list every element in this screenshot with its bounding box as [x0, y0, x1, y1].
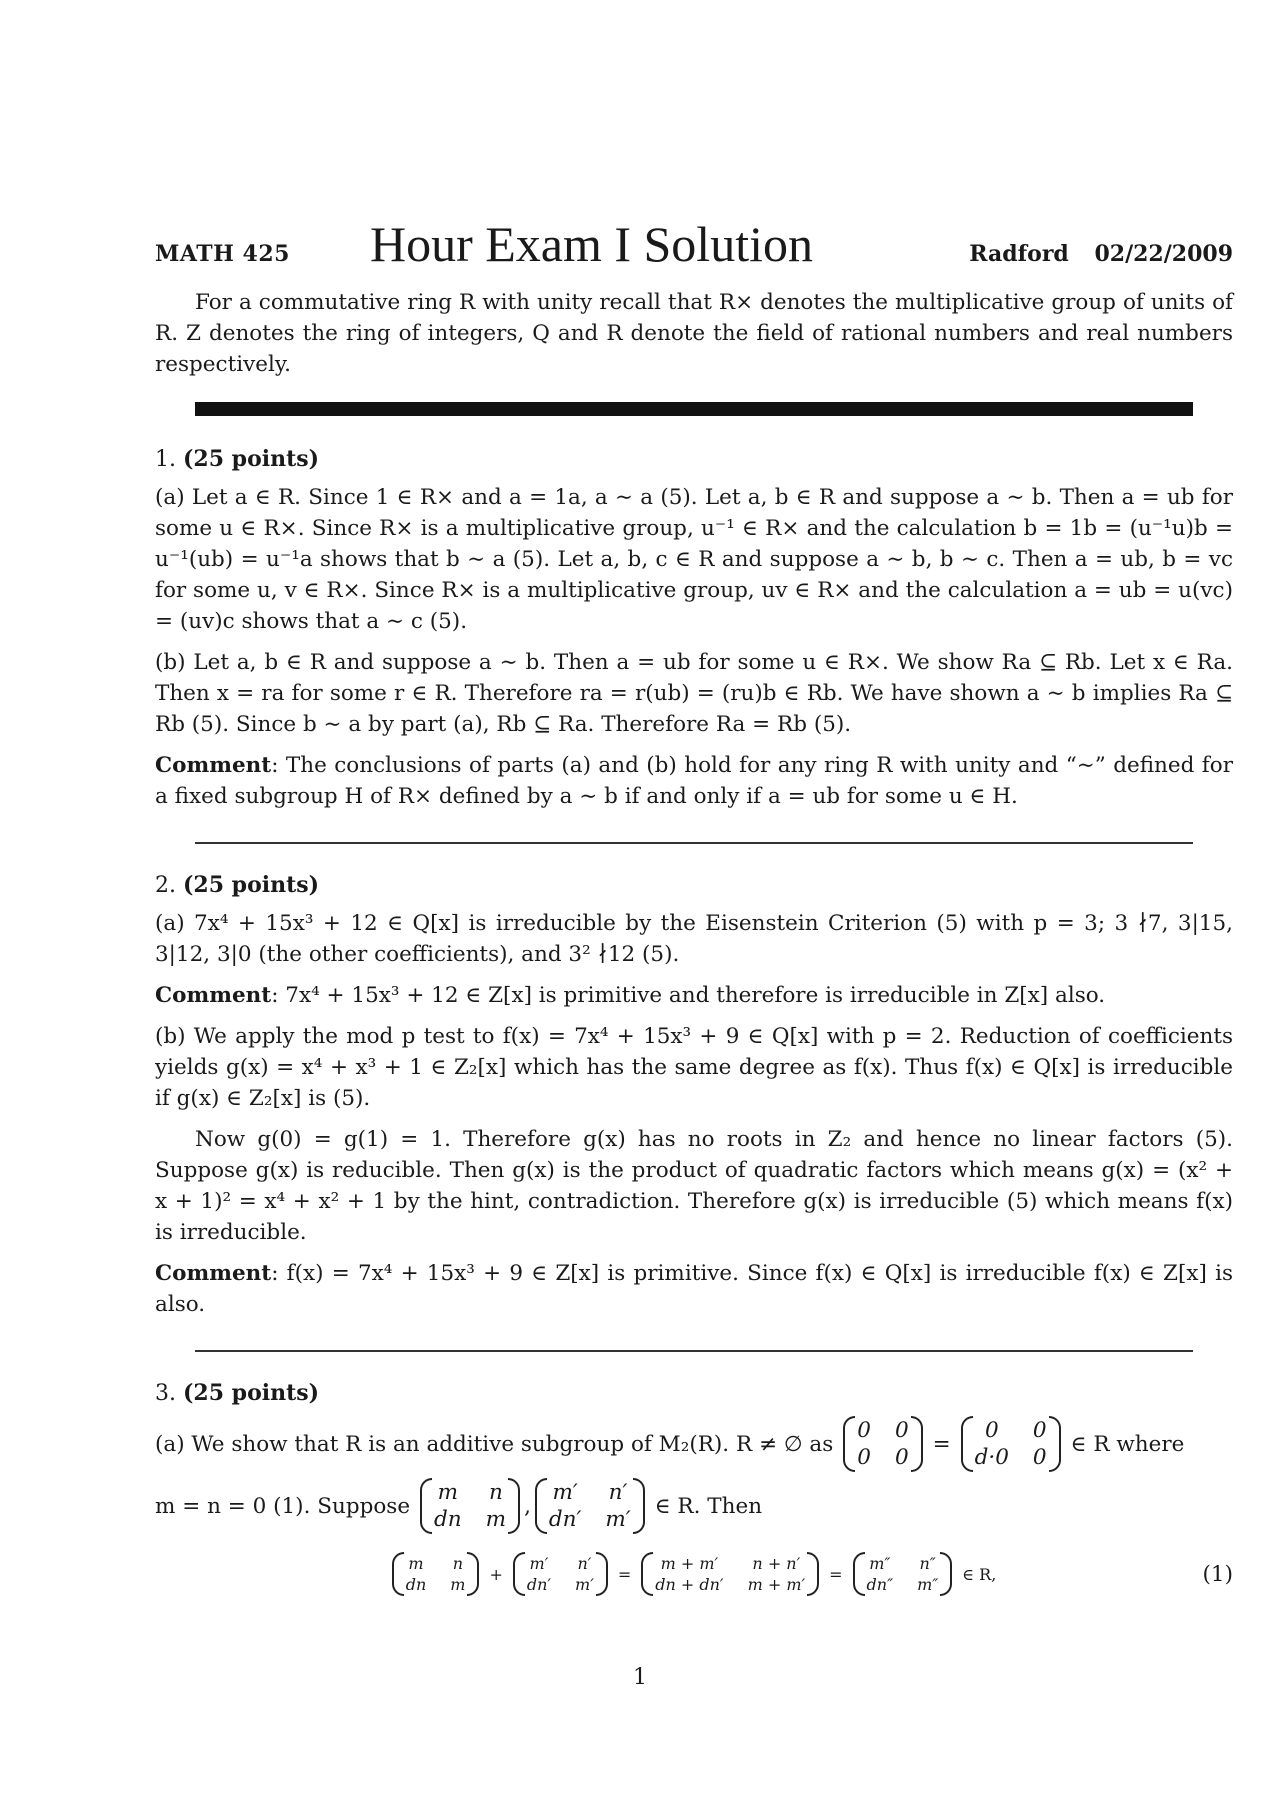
exam-page: [155, 215, 1233, 1606]
matrix-zero-d: 0 0 d·0 0: [961, 1416, 1061, 1472]
author-date: [951, 241, 1233, 267]
equation-number: (1): [1202, 1561, 1233, 1587]
question-2-heading: 2. (25 points): [155, 872, 320, 898]
q1-comment: Comment: The conclusions of parts (a) and (b) hold for any ring R with unity and “∼” defined for a fixed subgroup H of R× defined by a ∼ b if and only if a = ub for some u ∈ H.: [155, 753, 1233, 809]
question-1-heading: 1. (25 points): [155, 446, 320, 472]
q2-part-b-continued: Now g(0) = g(1) = 1. Therefore g(x) has no roots in Z₂ and hence no linear factors (5). Suppose g(x) is reducible. Then g(x) is the product of quadratic factors which means g(x) = (x² + x + 1)² = x⁴ + x² + 1 by the hint, contradiction. Therefore g(x) is irreducible (5) which means f(x) is irreducible.: [155, 1127, 1233, 1245]
q3-equation: m n dn m + m′ n′ dn′ m′ = m + m′ n + n′ dn + dn′ m + m′ = m″ n″ dn″ m″ ∈ R, (1): [155, 1552, 1233, 1596]
matrix-m-prime-eq: m′ n′ dn′ m′: [513, 1552, 608, 1596]
q2-comment-2: Comment: f(x) = 7x⁴ + 15x³ + 9 ∈ Z[x] is primitive. Since f(x) ∈ Q[x] is irreducible f(x) ∈ Z[x] is also.: [155, 1261, 1233, 1317]
q1-part-a: (a) Let a ∈ R. Since 1 ∈ R× and a = 1a, a ∼ a (5). Let a, b ∈ R and suppose a ∼ b. Then a = ub for some u ∈ R×. Since R× is a multiplicative group, u⁻¹ ∈ R× and the calculation b = 1b = (u⁻¹u)b = u⁻¹(ub) = u⁻¹a shows that b ∼ a (5). Let a, b, c ∈ R and suppose a ∼ b, b ∼ c. Then a = ub, b = vc for some u, v ∈ R×. Since R× is a multiplicative group, uv ∈ R× and the calculation a = ub = u(vc) = (uv)c shows that a ∼ c (5).: [155, 485, 1233, 634]
intro-paragraph: For a commutative ring R with unity recall that R× denotes the multiplicative group of units of R. Z denotes the ring of integers, Q and R denote the field of rational numbers and real numbers respectively.: [155, 290, 1233, 377]
matrix-zero: 0 0 0 0: [843, 1416, 922, 1472]
course-code: MATH 425: [155, 241, 290, 267]
divider: [195, 842, 1193, 844]
matrix-m-prime: m′ n′ dn′ m′: [535, 1478, 645, 1534]
matrix-m-double-prime: m″ n″ dn″ m″: [853, 1552, 953, 1596]
page-title: Hour Exam I Solution: [369, 216, 813, 272]
matrix-m: m n dn m: [420, 1478, 520, 1534]
author: Radford: [969, 241, 1069, 267]
q2-part-b: (b) We apply the mod p test to f(x) = 7x⁴ + 15x³ + 9 ∈ Q[x] with p = 2. Reduction of coefficients yields g(x) = x⁴ + x³ + 1 ∈ Z₂[x] which has the same degree as f(x). Thus f(x) ∈ Q[x] is irreducible if g(x) ∈ Z₂[x] is (5).: [155, 1024, 1233, 1111]
date: 02/22/2009: [1094, 241, 1233, 267]
thick-divider: [195, 402, 1193, 416]
q2-part-a: (a) 7x⁴ + 15x³ + 12 ∈ Q[x] is irreducible by the Eisenstein Criterion (5) with p = 3; 3 ∤7, 3|15, 3|12, 3|0 (the other coefficients), and 3² ∤12 (5).: [155, 911, 1233, 967]
divider: [195, 1350, 1193, 1352]
q1-part-b: (b) Let a, b ∈ R and suppose a ∼ b. Then a = ub for some u ∈ R×. We show Ra ⊆ Rb. Let x ∈ Ra. Then x = ra for some r ∈ R. Therefore ra = r(ub) = (ru)b ∈ Rb. We have shown a ∼ b implies Ra ⊆ Rb (5). Since b ∼ a by part (a), Rb ⊆ Ra. Therefore Ra = Rb (5).: [155, 650, 1233, 737]
matrix-sum: m + m′ n + n′ dn + dn′ m + m′: [641, 1552, 819, 1596]
exam-header: [155, 215, 1233, 273]
q2-comment-1: Comment: 7x⁴ + 15x³ + 12 ∈ Z[x] is primitive and therefore is irreducible in Z[x] also.: [155, 983, 1106, 1008]
q3-line-1: (a) We show that R is an additive subgroup of M₂(R). R ≠ ∅ as 0 0 0 0 = 0 0 d·0 0 ∈ R where: [155, 1418, 1185, 1470]
q3-line-2: m = n = 0 (1). Suppose m n dn m , m′ n′ dn′ m′ ∈ R. Then: [155, 1480, 763, 1532]
matrix-m-eq: m n dn m: [392, 1552, 480, 1596]
question-3-heading: 3. (25 points): [155, 1380, 320, 1406]
page-number: 1: [633, 1665, 647, 1690]
